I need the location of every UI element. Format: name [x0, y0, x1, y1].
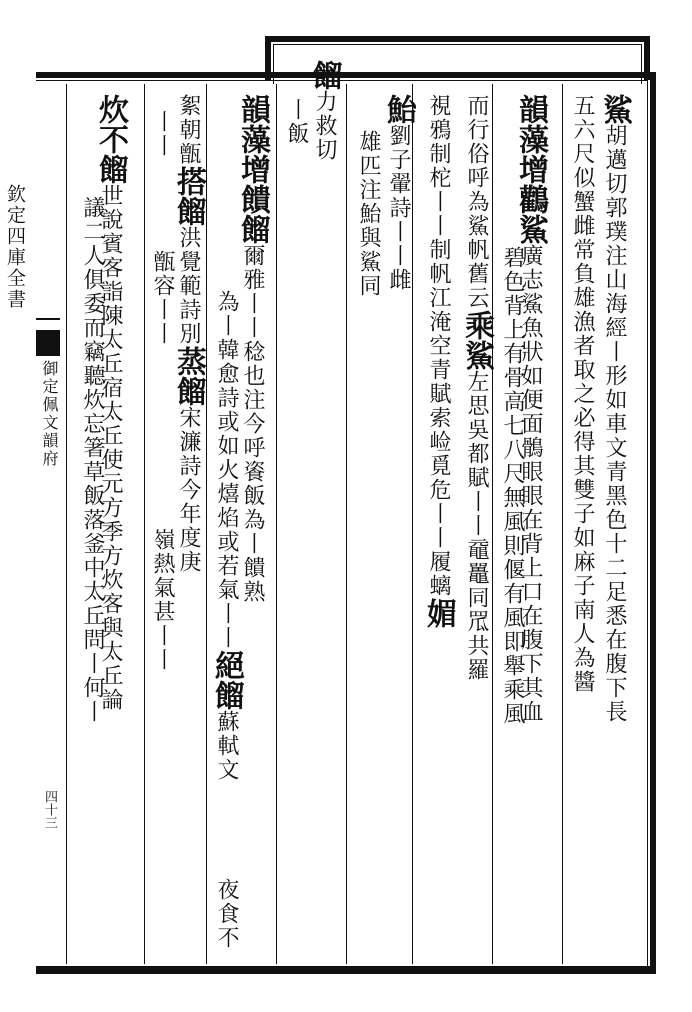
book-title: 御定佩文韻府 [40, 360, 59, 468]
column-text: 劉子翬詩丨丨雌 [386, 124, 411, 292]
column-text: 左思吳都賦丨丨黿鼉同罛共羅 [464, 370, 489, 682]
page-frame-inner [36, 80, 648, 968]
column-text: 蘇軾文 [214, 710, 239, 782]
text-column-12 [209, 290, 244, 782]
text-column-15 [148, 110, 176, 158]
text-column-5 [459, 94, 494, 682]
margin-fish-tail-mark [36, 330, 60, 356]
text-column-8 [354, 130, 382, 298]
text-column-10 [282, 98, 310, 146]
text-column-7 [381, 94, 416, 292]
frame-bottom-rule [36, 966, 656, 974]
headword: 鮐 [381, 94, 416, 124]
column-text: 嶺熱氣甚丨丨 [150, 528, 175, 672]
column-rule [144, 84, 145, 964]
column-text: 丨飯 [284, 98, 309, 146]
section-marker: 韻藻增 [235, 94, 270, 184]
column-text: 甑容丨丨 [150, 250, 175, 346]
column-text: 爾雅丨丨稔也注今呼餈飯為丨饋熟 [240, 244, 265, 604]
column-rule [412, 84, 413, 964]
text-column-11 [235, 94, 270, 604]
column-text: 碧色背上有骨高七八尺無風則偃有風即舉乘風 [500, 246, 525, 726]
text-column-1 [597, 94, 632, 724]
column-text: 視鴉制柁丨丨制帆 [426, 94, 451, 286]
column-text: 丨丨 [150, 110, 175, 158]
column-rule [492, 84, 493, 964]
column-text: 為丨韓愈詩或如火熺焰或若氣丨丨 [214, 290, 239, 650]
text-column-15b [148, 250, 176, 346]
column-text: 廣志鯊魚狀如便面鶻眼眼在背上口在腹下其血 [518, 244, 543, 724]
page-margin [0, 84, 34, 964]
text-column-4 [498, 246, 526, 726]
column-text: 五六尺似蟹雌常負雄漁者取之必得其雙子如麻子南人為醬 [570, 94, 595, 694]
text-column-6 [421, 94, 456, 628]
headword: 鸛鯊 [513, 184, 548, 244]
column-rule [346, 84, 347, 964]
column-text: 議二人俱委而竊聽炊忘箸草飯落釜中太丘問丨何丨 [80, 196, 105, 724]
column-rule [66, 84, 67, 964]
margin-rule [36, 318, 60, 320]
column-text: 胡邁切郭璞注山海經丨形如車文青黑色十二足悉在腹下長 [602, 124, 627, 724]
headword: 鯊 [597, 94, 632, 124]
column-text: 絮朝甑 [176, 94, 201, 166]
headword: 炊不餾 [93, 94, 128, 184]
column-text: 夜食不 [214, 878, 239, 950]
text-column-15c [148, 528, 176, 672]
column-rule [206, 84, 207, 964]
headword: 饋餾 [235, 184, 270, 244]
column-text: 而行俗呼為鯊帆舊云 [464, 94, 489, 310]
column-rule [562, 84, 563, 964]
section-marker: 韻藻增 [513, 94, 548, 184]
column-text: 宋濂詩今年度庚 [176, 406, 201, 574]
page-number: 四十三 [42, 790, 57, 829]
collection-title: 欽定四庫全書 [4, 184, 26, 310]
column-text: 世說賓客詣陳太丘宿太丘使元方季方炊客與太丘論 [98, 184, 123, 712]
text-column-2 [568, 94, 596, 694]
text-column-9 [307, 60, 342, 162]
text-column-17 [78, 196, 106, 724]
headword: 乘鯊 [459, 310, 494, 370]
headword: 餾 [307, 60, 342, 90]
headword: 蒸餾 [171, 346, 206, 406]
headword: 搭餾 [171, 166, 206, 226]
column-rule [276, 84, 277, 964]
text-column-14 [171, 94, 206, 574]
column-text: 江淹空青賦索崄覓危丨丨履螭 [426, 286, 451, 598]
headword: 絕餾 [209, 650, 244, 710]
column-text: 力救切 [312, 90, 337, 162]
column-text: 雄匹注鮐與鯊同 [356, 130, 381, 298]
text-column-13 [212, 878, 240, 950]
column-text: 洪覺範詩別 [176, 226, 201, 346]
headword: 媚 [421, 598, 456, 628]
